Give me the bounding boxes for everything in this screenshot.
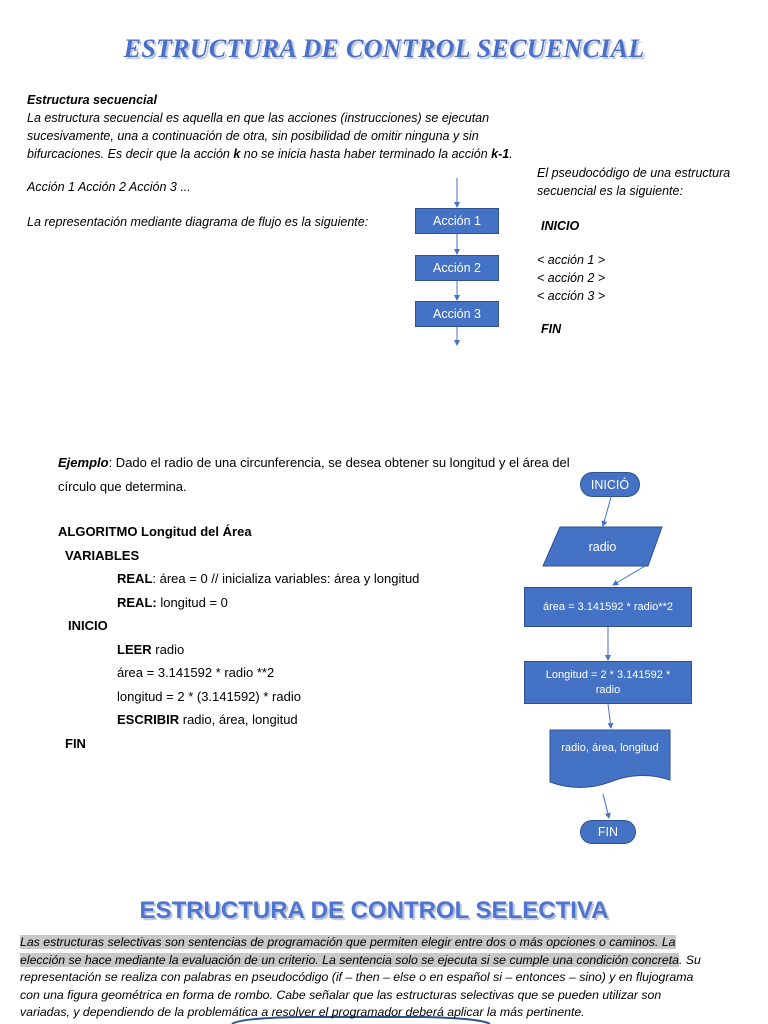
selective-paragraph — [20, 934, 755, 1022]
pseudocode-start: INICIO — [541, 219, 580, 233]
flow-area-process: área = 3.141592 * radio**2 — [524, 587, 692, 627]
pseudocode-intro-line: El pseudocódigo de una estructura — [537, 166, 731, 180]
flow-box-action-2: Acción 2 — [415, 255, 499, 281]
escribir-line: ESCRIBIR radio, área, longitud — [117, 712, 298, 727]
output-document-shape — [550, 730, 670, 788]
pseudocode-line: < acción 1 > — [537, 253, 606, 267]
pseudocode-line: < acción 3 > — [537, 289, 606, 303]
flow-longitud-process — [524, 661, 692, 704]
sequential-para-line: bifurcaciones. Es decir que la acción k no se inicia hasta haber terminado la acción k-1. — [27, 147, 513, 161]
section-title-selectiva: ESTRUCTURA DE CONTROL SELECTIVA — [139, 897, 609, 924]
pseudocode-lines — [537, 251, 605, 305]
sequential-heading: Estructura secuencial — [27, 93, 157, 107]
variable-longitud: REAL: longitud = 0 — [117, 595, 228, 610]
fin-label: FIN — [65, 736, 86, 751]
sequential-para-line: sucesivamente, una a continuación de otra, sin posibilidad de omitir ninguna y sin — [27, 129, 479, 143]
selective-line: elección se hace mediante la evaluación de un criterio. La sentencia solo se ejecuta si se cumple una condición concreta. Su — [20, 952, 701, 967]
arrow-out-end — [603, 794, 609, 818]
pseudocode-line: < acción 2 > — [537, 271, 606, 285]
flow-box-action-1: Acción 1 — [415, 208, 499, 234]
example-intro-line: círculo que determina. — [58, 478, 187, 494]
flow-longitud-line-1: Longitud = 2 * 3.141592 * — [545, 668, 671, 681]
flow-input-label: radio — [588, 539, 617, 554]
arrow-input-area — [613, 566, 645, 585]
selective-line: variadas, y dependiendo de la problemática a resolver el programador deberá aplicar la más pertinente. — [20, 1005, 585, 1019]
arrow-start-input — [603, 497, 611, 526]
pseudocode-intro-line: secuencial es la siguiente: — [537, 184, 683, 198]
algorithm-title: ALGORITMO Longitud del Área — [58, 524, 252, 539]
page-title: ESTRUCTURA DE CONTROL SECUENCIAL — [123, 34, 645, 63]
flow-longitud-line-2: radio — [595, 683, 621, 696]
variables-label: VARIABLES — [65, 548, 140, 563]
flow-start-terminal: INICIÓ — [580, 472, 640, 497]
actions-line: Acción 1 Acción 2 Acción 3 ... — [27, 180, 191, 194]
selective-line: Las estructuras selectivas son sentencias de programación que permiten elegir entre dos o más opciones o caminos. La — [20, 935, 676, 949]
area-line: área = 3.141592 * radio **2 — [117, 665, 275, 680]
sequential-text-block — [27, 91, 547, 163]
pseudocode-intro — [537, 164, 730, 200]
selective-line: representación se realiza con palabras en pseudocódigo (if – then – else o en español si – entonces – sino) y en flujograma — [20, 970, 694, 984]
sequential-para-line: La estructura secuencial es aquella en que las acciones (instrucciones) se ejecutan — [27, 111, 490, 125]
pseudocode-end: FIN — [541, 322, 562, 336]
example-intro — [58, 451, 578, 498]
flow-output-label: radio, área, longitud — [561, 742, 659, 754]
variable-area: REAL: área = 0 // inicializa variables: área y longitud — [117, 571, 420, 586]
diagram-intro: La representación mediante diagrama de flujo es la siguiente: — [27, 215, 369, 229]
flow-box-action-3: Acción 3 — [415, 301, 499, 327]
arrow-long-out — [608, 704, 611, 728]
flow-end-terminal: FIN — [580, 820, 636, 844]
longitud-line: longitud = 2 * (3.141592) * radio — [117, 689, 301, 704]
inicio-label: INICIO — [68, 618, 108, 633]
selective-line: con una figura geométrica en forma de rombo. Cabe señalar que las estructuras selectivas que se pueden utilizar son — [20, 987, 662, 1002]
example-intro-line: Ejemplo: Dado el radio de una circunferencia, se desea obtener su longitud y el área del — [58, 455, 570, 470]
leer-line: LEER radio — [117, 642, 185, 657]
